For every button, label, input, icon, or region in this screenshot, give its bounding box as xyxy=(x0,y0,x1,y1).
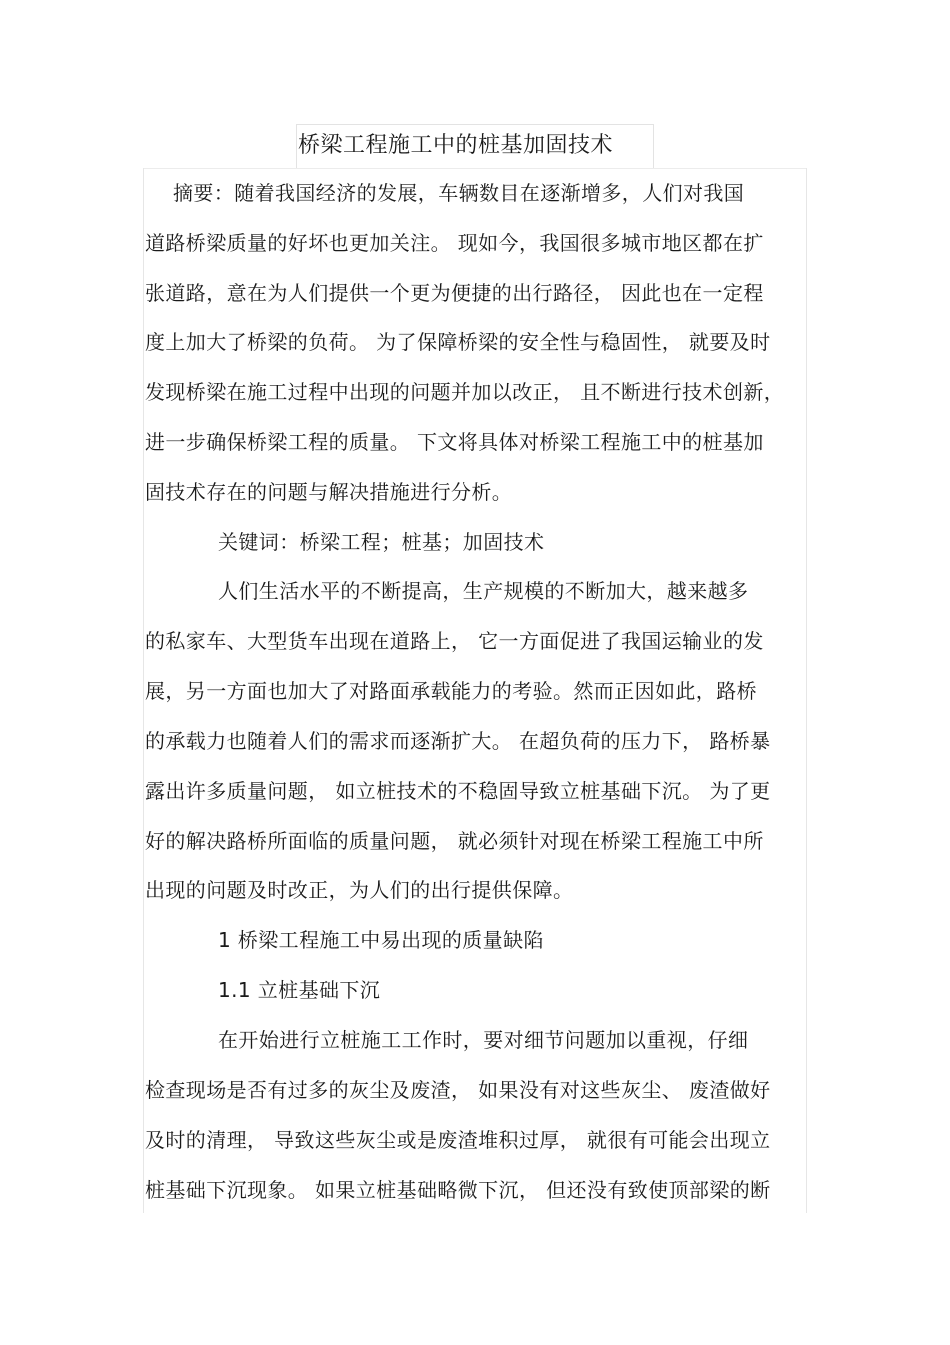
abstract-line-5: 发现桥梁在施工过程中出现的问题并加以改正， 且不断进行技术创新， xyxy=(145,380,785,404)
abstract-line-3: 张道路，意在为人们提供一个更为便捷的出行路径， 因此也在一定程 xyxy=(145,281,764,305)
text-frame-left-border xyxy=(143,168,144,1213)
body-line-10: 及时的清理， 导致这些灰尘或是废渣堆积过厚， 就很有可能会出现立 xyxy=(145,1128,771,1152)
body-line-8: 在开始进行立桩施工工作时，要对细节问题加以重视，仔细 xyxy=(218,1028,749,1052)
body-line-1: 人们生活水平的不断提高，生产规模的不断加大，越来越多 xyxy=(218,579,749,603)
abstract-line-7: 固技术存在的问题与解决措施进行分析。 xyxy=(145,480,513,504)
body-line-4: 的承载力也随着人们的需求而逐渐扩大。 在超负荷的压力下， 路桥暴 xyxy=(145,729,771,753)
body-line-3: 展，另一方面也加大了对路面承载能力的考验。然而正因如此，路桥 xyxy=(145,679,757,703)
abstract-line-6: 进一步确保桥梁工程的质量。 下文将具体对桥梁工程施工中的桩基加 xyxy=(145,430,764,454)
section-heading-1-1: 1.1 立桩基础下沉 xyxy=(218,978,381,1002)
document-title: 桥梁工程施工中的桩基加固技术 xyxy=(298,133,614,158)
body-line-2: 的私家车、大型货车出现在道路上， 它一方面促进了我国运输业的发 xyxy=(145,629,764,653)
body-line-5: 露出许多质量问题， 如立桩技术的不稳固导致立桩基础下沉。 为了更 xyxy=(145,779,771,803)
section-heading-1: 1 桥梁工程施工中易出现的质量缺陷 xyxy=(218,928,544,952)
keywords-line: 关键词：桥梁工程；桩基；加固技术 xyxy=(218,530,545,554)
body-line-9: 检查现场是否有过多的灰尘及废渣， 如果没有对这些灰尘、 废渣做好 xyxy=(145,1078,771,1102)
text-frame-right-border xyxy=(806,168,807,1213)
body-line-7: 出现的问题及时改正，为人们的出行提供保障。 xyxy=(145,878,574,902)
abstract-line-2: 道路桥梁质量的好坏也更加关注。 现如今，我国很多城市地区都在扩 xyxy=(145,231,764,255)
body-line-6: 好的解决路桥所面临的质量问题， 就必须针对现在桥梁工程施工中所 xyxy=(145,829,764,853)
body-line-11: 桩基础下沉现象。 如果立桩基础略微下沉， 但还没有致使顶部梁的断 xyxy=(145,1178,771,1202)
abstract-line-1: 摘要：随着我国经济的发展，车辆数目在逐渐增多，人们对我国 xyxy=(173,181,745,205)
text-frame-top-border xyxy=(143,168,807,169)
abstract-line-4: 度上加大了桥梁的负荷。 为了保障桥梁的安全性与稳固性， 就要及时 xyxy=(145,330,771,354)
